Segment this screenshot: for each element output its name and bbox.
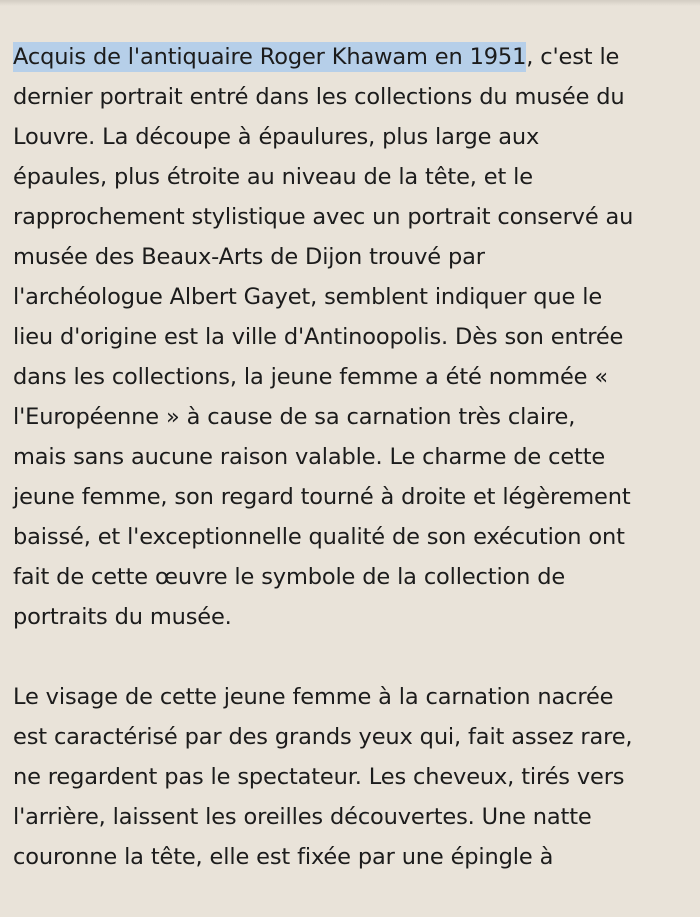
text-line: baissé, et l'exceptionnelle qualité de son exécution ont <box>13 524 625 550</box>
text-line <box>13 37 693 77</box>
article-body <box>13 37 693 917</box>
text-line: est caractérisé par des grands yeux qui, fait assez rare, <box>13 724 633 750</box>
text-line: mais sans aucune raison valable. Le charme de cette <box>13 444 606 470</box>
text-line: couronne la tête, elle est fixée par une épingle à <box>13 844 554 870</box>
selected-text-highlight[interactable]: Acquis de l'antiquaire Roger Khawam en 1951 <box>13 44 527 70</box>
text-line: rapprochement stylistique avec un portrait conservé au <box>13 204 634 230</box>
text-line: épaules, plus étroite au niveau de la tête, et le <box>13 164 533 190</box>
text-line: fait de cette œuvre le symbole de la collection de <box>13 564 566 590</box>
paragraph-2 <box>13 677 693 877</box>
text-line: dernier portrait entré dans les collections du musée du <box>13 84 625 110</box>
text-line: dans les collections, la jeune femme a été nommée « <box>13 364 608 390</box>
paragraph-1 <box>13 37 693 637</box>
page-top-edge <box>0 0 700 6</box>
text-line: portraits du musée. <box>13 604 232 630</box>
text-line: ne regardent pas le spectateur. Les cheveux, tirés vers <box>13 764 625 790</box>
text-line: l'Européenne » à cause de sa carnation très claire, <box>13 404 576 430</box>
text-line: l'archéologue Albert Gayet, semblent indiquer que le <box>13 284 603 310</box>
text-line: l'arrière, laissent les oreilles découvertes. Une natte <box>13 804 592 830</box>
text-line: lieu d'origine est la ville d'Antinoopolis. Dès son entrée <box>13 324 624 350</box>
text-line: Le visage de cette jeune femme à la carnation nacrée <box>13 684 614 710</box>
text-line: musée des Beaux-Arts de Dijon trouvé par <box>13 244 485 270</box>
text-segment: , c'est le <box>526 44 620 70</box>
text-line: jeune femme, son regard tourné à droite et légèrement <box>13 484 631 510</box>
text-line: Louvre. La découpe à épaulures, plus large aux <box>13 124 540 150</box>
